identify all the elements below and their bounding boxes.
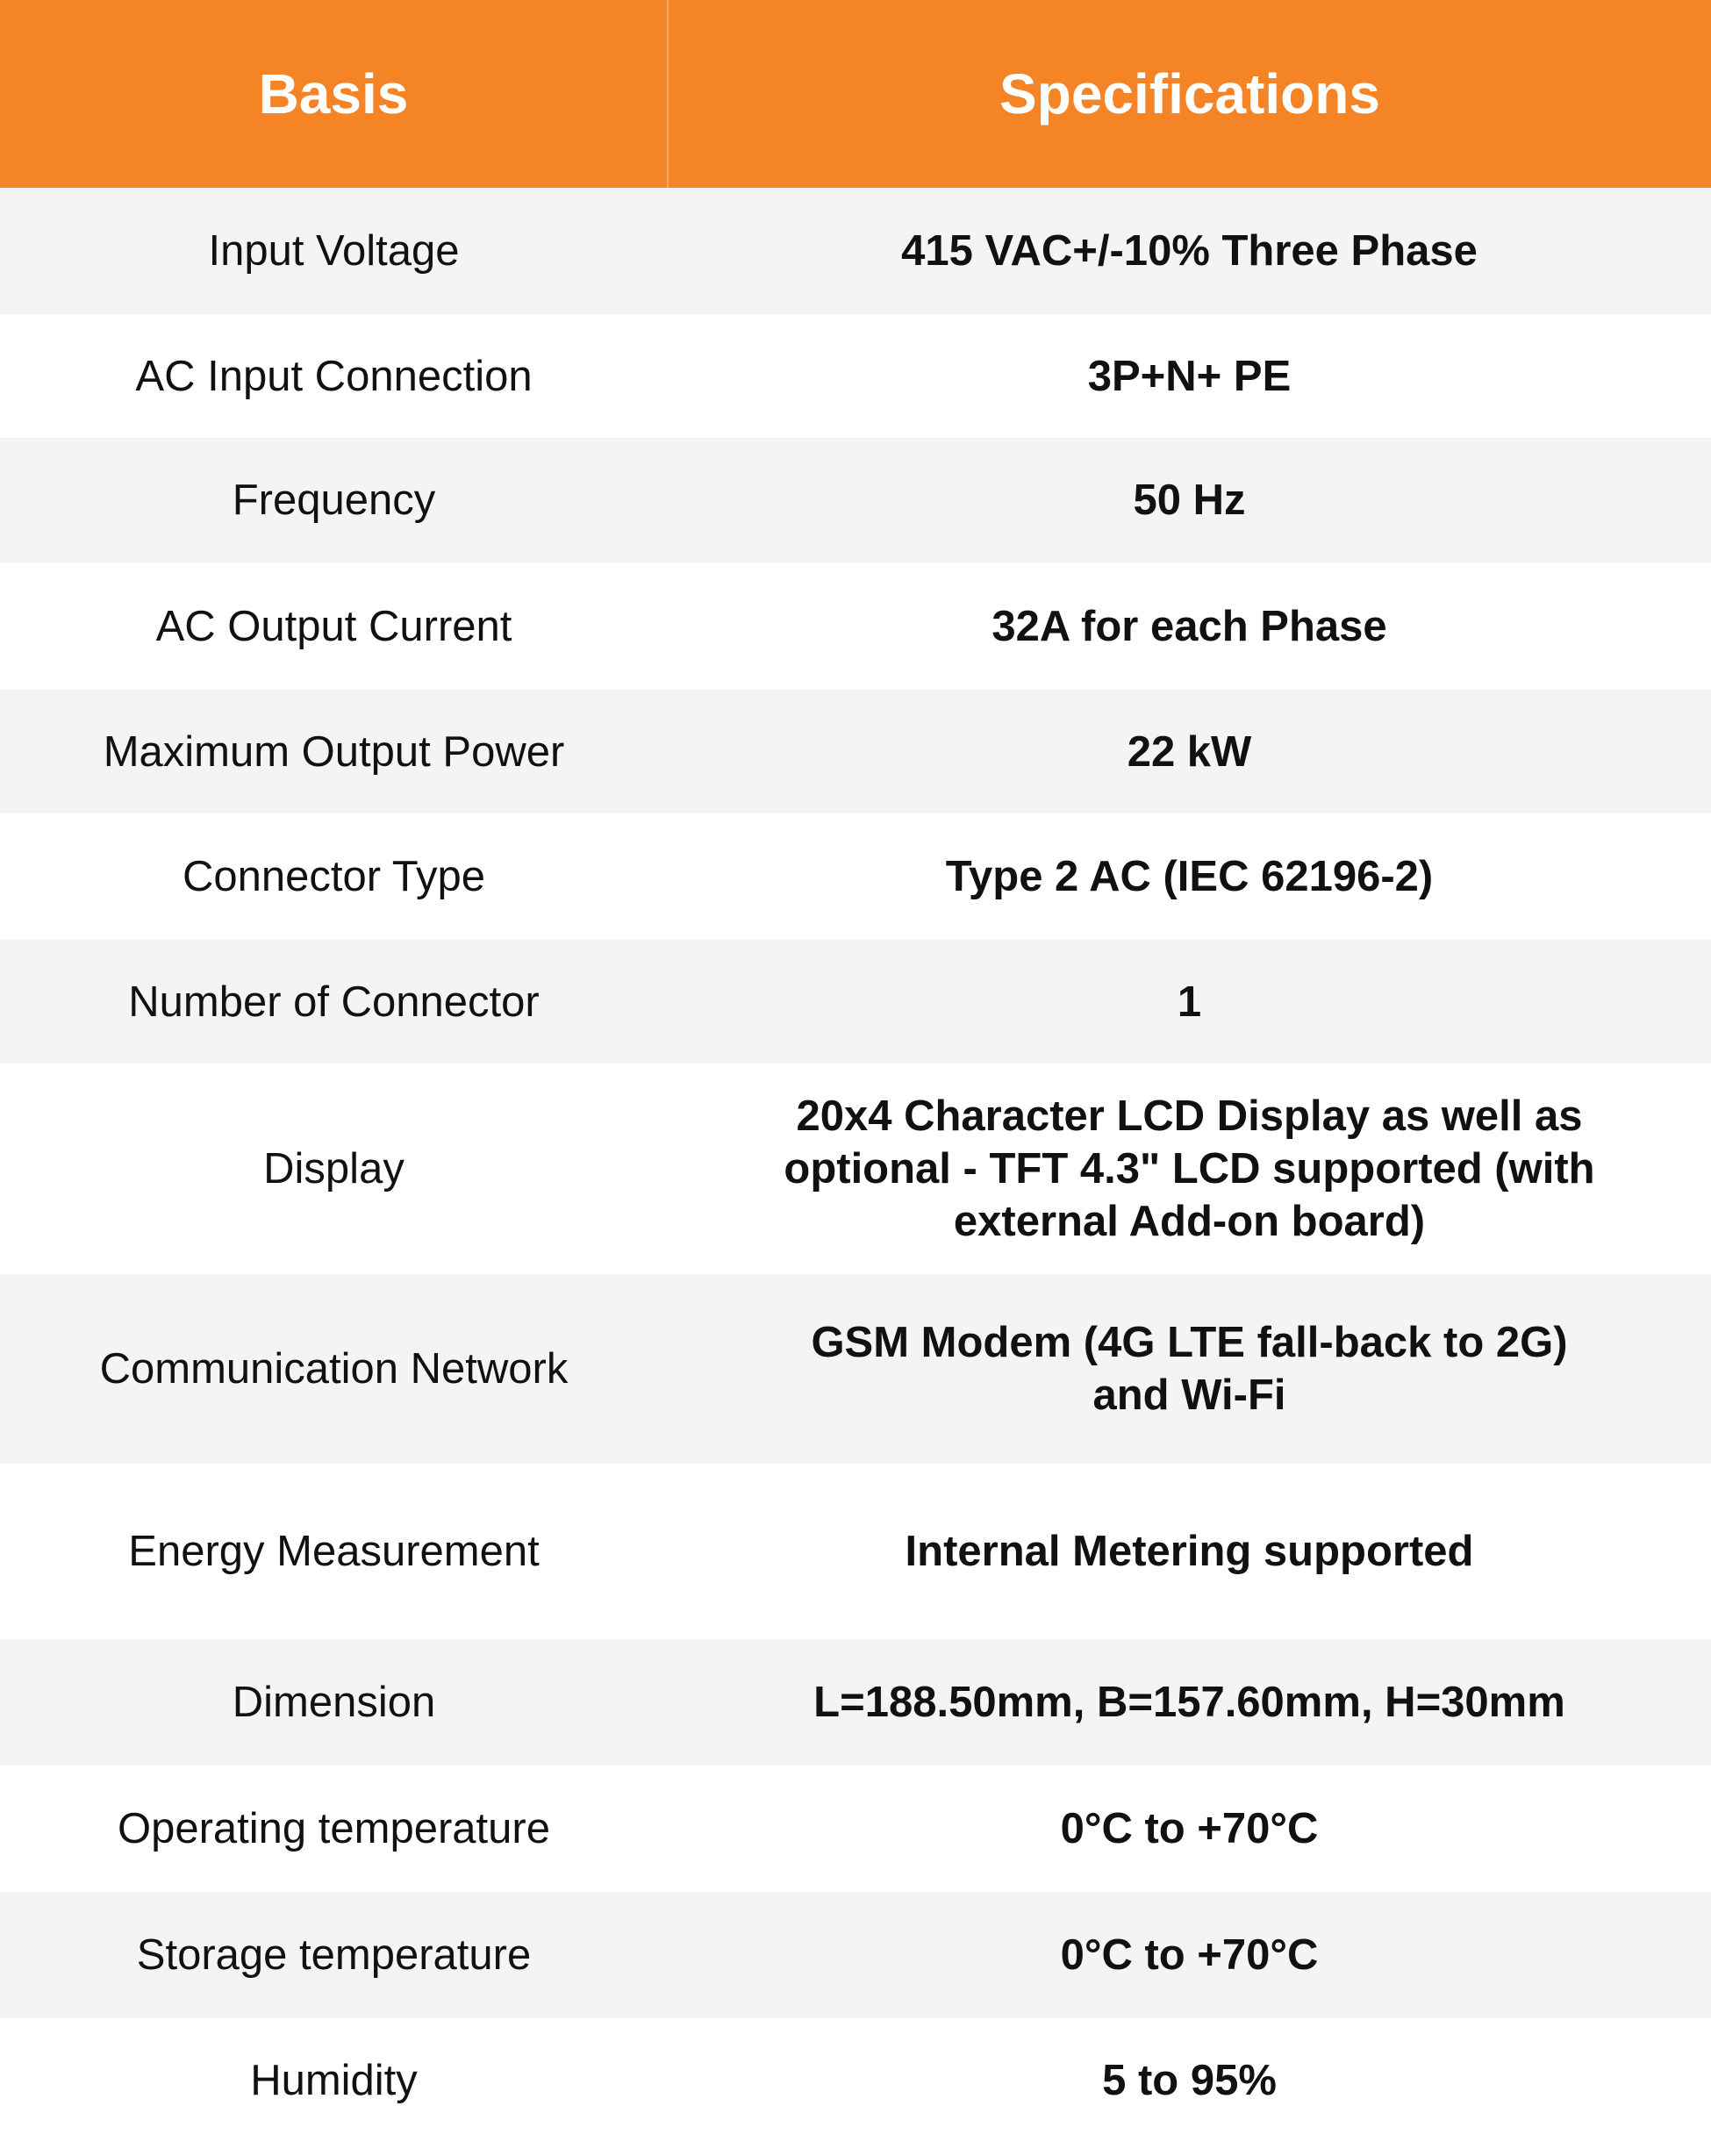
spec-cell: 3P+N+ PE (668, 314, 1711, 438)
spec-cell: 22 kW (668, 690, 1711, 813)
basis-cell: Humidity (0, 2018, 668, 2142)
spec-cell: 5 to 95% (668, 2018, 1711, 2142)
basis-cell: AC Input Connection (0, 314, 668, 438)
basis-cell: Number of Connector (0, 940, 668, 1064)
table-row (0, 314, 1711, 438)
spec-cell (668, 1064, 1711, 1274)
table-row (0, 1064, 1711, 1274)
spec-cell: 32A for each Phase (668, 562, 1711, 690)
spec-cell: L=188.50mm, B=157.60mm, H=30mm (668, 1639, 1711, 1766)
spec-cell: 415 VAC+/-10% Three Phase (668, 188, 1711, 314)
table-row (0, 1274, 1711, 1464)
table-row (0, 562, 1711, 690)
basis-cell: Storage temperature (0, 1892, 668, 2018)
basis-cell: Frequency (0, 438, 668, 562)
table-row (0, 2018, 1711, 2142)
basis-cell: Connector Type (0, 813, 668, 940)
basis-cell: Operating temperature (0, 1766, 668, 1892)
basis-cell: Input Voltage (0, 188, 668, 314)
spec-text: GSM Modem (4G LTE fall-back to 2G) and Wi-Fi (811, 1319, 1568, 1419)
table-row (0, 438, 1711, 562)
table-row (0, 1464, 1711, 1639)
spec-text: 20x4 Character LCD Display as well as optional - TFT 4.3" LCD supported (with external Add-on board) (784, 1092, 1595, 1245)
header-basis: Basis (0, 0, 668, 188)
spec-cell: 0°C to +70°C (668, 1892, 1711, 2018)
table-row (0, 813, 1711, 940)
basis-cell: Display (0, 1064, 668, 1274)
basis-cell: Maximum Output Power (0, 690, 668, 813)
table-row (0, 1639, 1711, 1766)
basis-cell: Communication Network (0, 1274, 668, 1464)
table-row (0, 690, 1711, 813)
basis-cell: Energy Measurement (0, 1464, 668, 1639)
table-row (0, 1766, 1711, 1892)
basis-cell: Dimension (0, 1639, 668, 1766)
spec-cell (668, 1274, 1711, 1464)
spec-cell: 0°C to +70°C (668, 1766, 1711, 1892)
spec-cell: Internal Metering supported (668, 1464, 1711, 1639)
header-row (0, 0, 1711, 188)
basis-cell: AC Output Current (0, 562, 668, 690)
table-row (0, 940, 1711, 1064)
table-row (0, 188, 1711, 314)
spec-cell: 1 (668, 940, 1711, 1064)
table-row (0, 1892, 1711, 2018)
spec-cell: Type 2 AC (IEC 62196-2) (668, 813, 1711, 940)
spec-cell: 50 Hz (668, 438, 1711, 562)
header-specifications: Specifications (668, 0, 1711, 188)
